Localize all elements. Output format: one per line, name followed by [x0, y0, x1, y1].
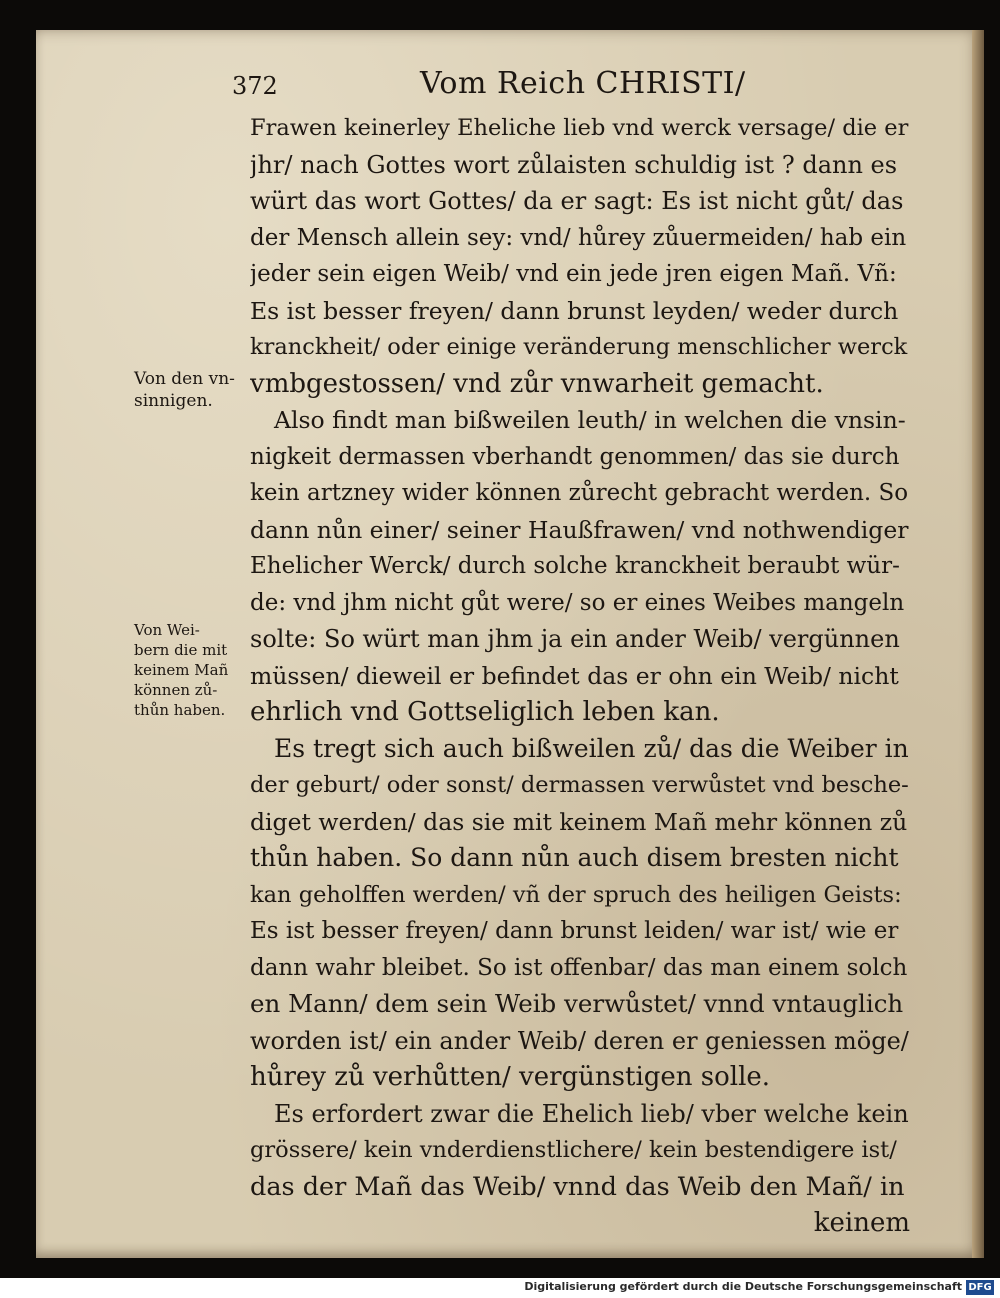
text-line: Es erfordert zwar die Ehelich lieb/ vber welche kein	[274, 1099, 909, 1128]
page-number: 372	[232, 72, 278, 100]
page-edge	[972, 30, 984, 1258]
running-head: Vom Reich CHRISTI/	[420, 66, 746, 101]
text-line: thůn haben. So dann nůn auch disem bresten nicht	[250, 843, 899, 872]
text-line: grössere/ kein vnderdienstlichere/ kein bestendigere ist/	[250, 1137, 897, 1163]
text-line: das der Mañ das Weib/ vnnd das Weib den Mañ/ in	[250, 1171, 905, 1202]
text-line: Es ist besser freyen/ dann brunst leyden/ weder durch	[250, 296, 899, 325]
text-line: diget werden/ das sie mit keinem Mañ mehr können zů	[250, 807, 908, 836]
text-line: jeder sein eigen Weib/ vnd ein jede jren eigen Mañ. Vñ:	[250, 261, 897, 287]
page-header	[232, 66, 832, 106]
body-text	[250, 110, 910, 1242]
marginal-note-madness	[134, 368, 244, 412]
text-line: müssen/ dieweil er befindet das er ohn ein Weib/ nicht	[250, 661, 899, 690]
text-line: der geburt/ oder sonst/ dermassen verwůstet vnd besche-	[250, 772, 909, 798]
marginal-note-line: können zů-	[134, 681, 218, 699]
text-line: worden ist/ ein ander Weib/ deren er geniessen möge/	[250, 1026, 909, 1055]
marginal-note-line: Von Wei-	[134, 621, 200, 639]
text-line: kan geholffen werden/ vñ der spruch des heiligen Geists:	[250, 881, 902, 908]
text-line: vmbgestossen/ vnd zůr vnwarheit gemacht.	[250, 368, 824, 399]
marginal-note-line: Von den vn-	[134, 369, 235, 389]
text-line: dann nůn einer/ seiner Haußfrawen/ vnd nothwendiger	[250, 515, 909, 544]
text-line: hůrey zů verhůtten/ vergünstigen solle.	[250, 1062, 771, 1092]
marginal-note-line: sinnigen.	[134, 391, 213, 411]
text-line: kranckheit/ oder einige veränderung menschlicher werck	[250, 334, 908, 360]
text-line: en Mann/ dem sein Weib verwůstet/ vnnd vntauglich	[250, 989, 904, 1018]
marginal-note-line: bern die mit	[134, 641, 228, 659]
text-line: Also findt man bißweilen leuth/ in welchen die vnsin-	[274, 406, 906, 434]
text-line: Es ist besser freyen/ dann brunst leiden/ war ist/ wie er	[250, 918, 899, 944]
text-line: jhr/ nach Gottes wort zůlaisten schuldig ist ? dann es	[250, 150, 898, 179]
footer-bar	[0, 1278, 1000, 1298]
text-line: der Mensch allein sey: vnd/ hůrey zůuermeiden/ hab ein	[250, 224, 907, 251]
text-line: kein artzney wider können zůrecht gebracht werden. So	[250, 480, 909, 506]
marginal-note-line: thůn haben.	[134, 701, 226, 719]
text-line: nigkeit dermassen vberhandt genommen/ das sie durch	[250, 443, 900, 470]
text-line: Es tregt sich auch bißweilen zů/ das die Weiber in	[274, 733, 909, 763]
dfg-logo-icon: DFG	[966, 1280, 994, 1295]
funding-credit: Digitalisierung gefördert durch die Deutsche Forschungsgemeinschaft	[524, 1280, 962, 1293]
catchword: keinem	[813, 1208, 910, 1238]
text-line: de: vnd jhm nicht gůt were/ so er eines Weibes mangeln	[250, 589, 905, 616]
text-line: würt das wort Gottes/ da er sagt: Es ist nicht gůt/ das	[250, 187, 904, 215]
text-line: solte: So würt man jhm ja ein ander Weib/ vergünnen	[250, 625, 900, 653]
marginal-note-line: keinem Mañ	[134, 661, 229, 679]
marginal-note-wives	[134, 620, 244, 720]
text-line: dann wahr bleibet. So ist offenbar/ das man einem solch	[250, 954, 908, 981]
text-line: ehrlich vnd Gottseliglich leben kan.	[250, 697, 720, 727]
text-line: Frawen keinerley Eheliche lieb vnd werck versage/ die er	[250, 115, 909, 141]
text-line: Ehelicher Werck/ durch solche kranckheit beraubt wür-	[250, 553, 900, 579]
